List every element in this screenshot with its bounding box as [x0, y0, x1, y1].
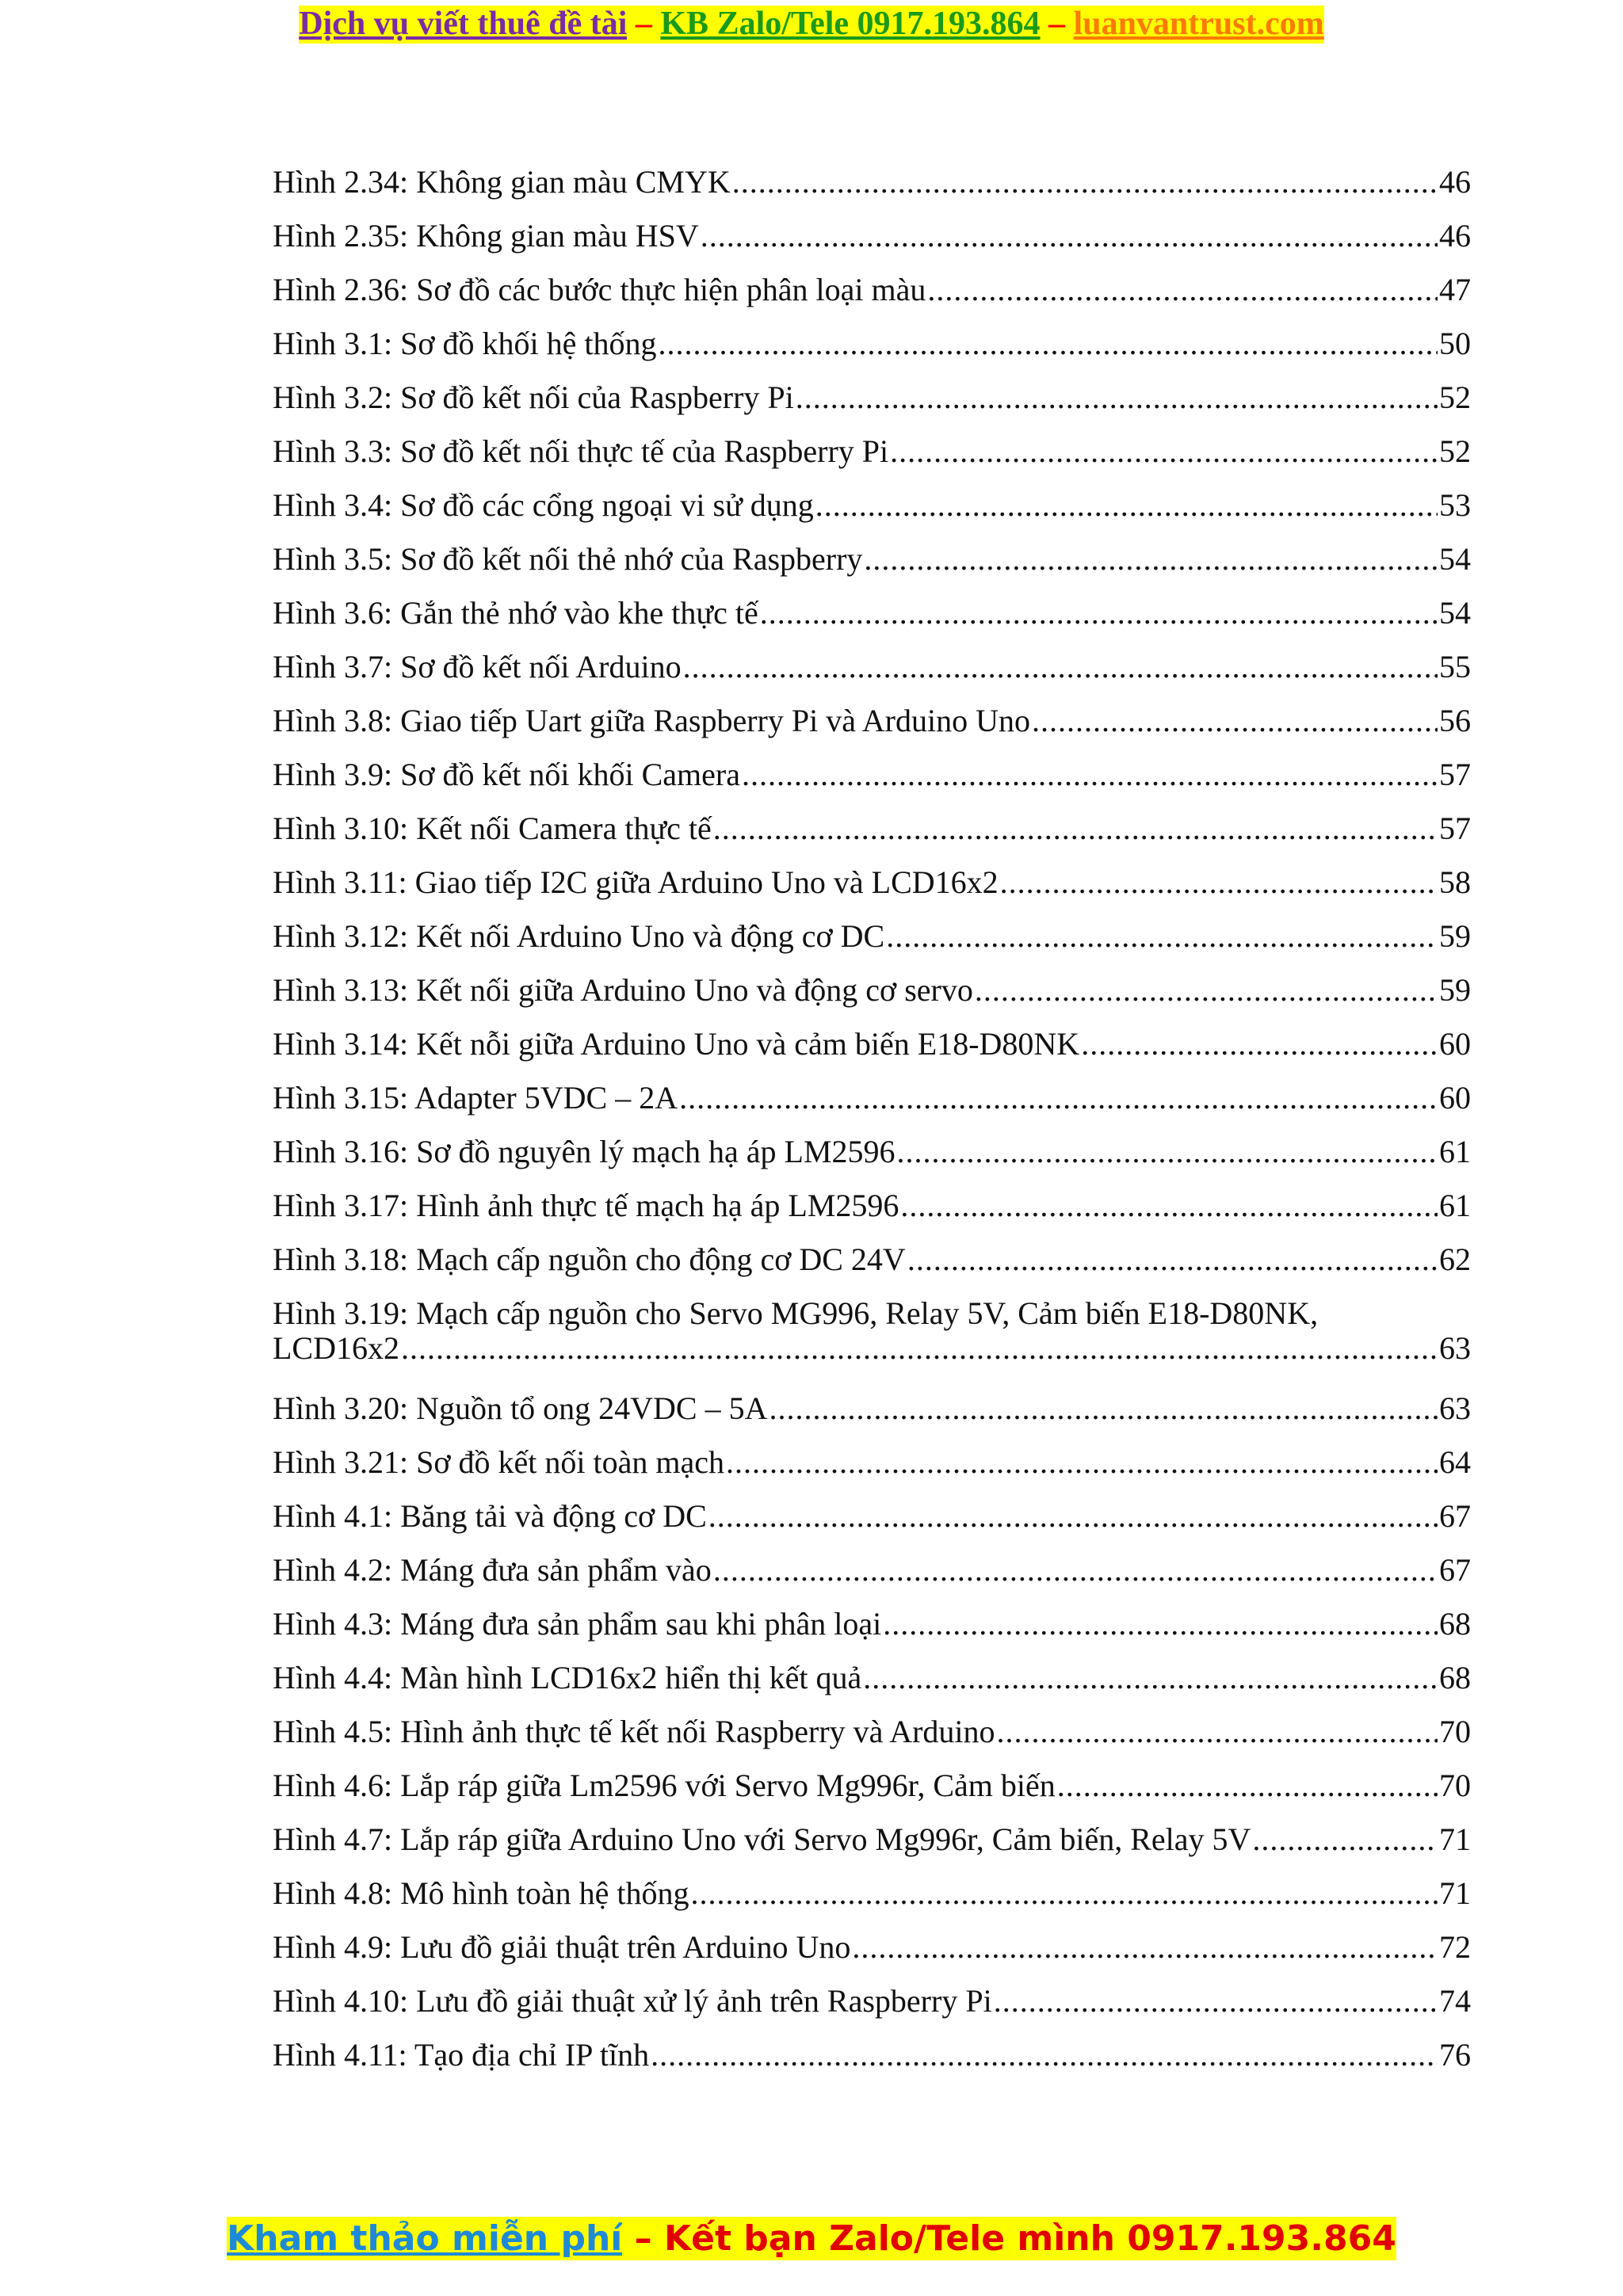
toc-entry-label: Hình 4.5: Hình ảnh thực tế kết nối Raspberry và Arduino	[273, 1714, 995, 1749]
leader-dots	[994, 1974, 1438, 2028]
free-consult-link[interactable]: Kham thảo miễn phí	[227, 2218, 623, 2259]
toc-entry-page: 63	[1439, 1330, 1471, 1366]
toc-entry	[273, 1597, 1471, 1651]
toc-entry-label: Hình 3.7: Sơ đồ kết nối Arduino	[273, 649, 682, 685]
toc-entry	[273, 1071, 1471, 1125]
leader-dots	[679, 1071, 1438, 1125]
toc-entry-page: 53	[1439, 487, 1471, 523]
toc-entry-label: Hình 3.18: Mạch cấp nguồn cho động cơ DC 24V	[273, 1241, 906, 1277]
leader-dots	[742, 748, 1438, 802]
toc-entry-label: Hình 4.10: Lưu đồ giải thuật xử lý ảnh trên Raspberry Pi	[273, 1983, 992, 2019]
leader-dots	[713, 802, 1438, 856]
toc-entry-page: 46	[1439, 164, 1471, 200]
toc-entry-label: Hình 3.9: Sơ đồ kết nối khối Camera	[273, 757, 740, 792]
top-banner	[0, 2, 1623, 46]
toc-entry-page: 76	[1439, 2037, 1471, 2073]
toc-entry	[273, 1867, 1471, 1920]
leader-dots	[1252, 1813, 1438, 1867]
leader-dots	[701, 209, 1438, 263]
toc-entry	[273, 532, 1471, 586]
toc-entry-label: Hình 3.4: Sơ đồ các cổng ngoại vi sử dụng	[273, 487, 814, 523]
toc-entry	[273, 910, 1471, 963]
website-link[interactable]: luanvantrust.com	[1073, 6, 1324, 42]
toc-entry-page: 67	[1439, 1498, 1471, 1534]
toc-entry	[273, 1813, 1471, 1867]
toc-entry-page: 58	[1439, 864, 1471, 900]
service-text: Dịch vụ viết thuê đề tài	[299, 6, 628, 42]
toc-entry-label: Hình 4.3: Máng đưa sản phẩm sau khi phân loại	[273, 1606, 882, 1642]
toc-entry	[273, 586, 1471, 640]
separator: –	[627, 6, 661, 42]
toc-entry	[273, 479, 1471, 532]
leader-dots	[651, 2028, 1438, 2082]
toc-entry	[273, 856, 1471, 910]
separator: –	[1040, 6, 1074, 42]
toc-entry-page: 68	[1439, 1606, 1471, 1642]
toc-entry-page: 72	[1439, 1929, 1471, 1965]
toc-entry-label: Hình 4.11: Tạo địa chỉ IP tĩnh	[273, 2037, 650, 2073]
toc-entry	[273, 1436, 1471, 1489]
toc-entry-page: 61	[1439, 1188, 1471, 1223]
toc-entry-page: 68	[1439, 1660, 1471, 1695]
toc-entry	[273, 640, 1471, 694]
toc-entry	[273, 1759, 1471, 1813]
leader-dots	[760, 586, 1438, 640]
toc-entry-page: 59	[1439, 972, 1471, 1008]
leader-dots	[907, 1233, 1438, 1287]
leader-dots	[683, 640, 1438, 694]
toc-entry-label-cont: LCD16x2	[273, 1330, 399, 1366]
toc-entry-label: Hình 3.5: Sơ đồ kết nối thẻ nhớ của Raspberry	[273, 541, 863, 577]
toc-entry	[273, 1489, 1471, 1543]
toc-entry-page: 60	[1439, 1080, 1471, 1116]
toc-entry-page: 71	[1439, 1821, 1471, 1857]
leader-dots	[691, 1867, 1438, 1920]
toc-entry	[273, 1125, 1471, 1179]
leader-dots	[1081, 1017, 1438, 1071]
leader-dots	[864, 532, 1438, 586]
toc-entry-label: Hình 4.9: Lưu đồ giải thuật trên Arduino Uno	[273, 1929, 851, 1965]
toc-entry	[273, 963, 1471, 1017]
leader-dots	[890, 425, 1438, 479]
leader-dots	[1057, 1759, 1438, 1813]
leader-dots	[659, 317, 1438, 371]
leader-dots	[927, 263, 1438, 317]
toc-entry-page: 52	[1439, 433, 1471, 469]
toc-entry	[273, 1382, 1471, 1436]
toc-entry-label: Hình 3.14: Kết nỗi giữa Arduino Uno và cảm biến E18-D80NK	[273, 1026, 1080, 1062]
leader-dots	[900, 1179, 1438, 1233]
leader-dots	[726, 1436, 1438, 1489]
toc-entry-page: 71	[1439, 1875, 1471, 1911]
toc-entry	[273, 209, 1471, 263]
toc-entry-label: Hình 3.20: Nguồn tổ ong 24VDC – 5A	[273, 1390, 768, 1426]
toc-entry-page: 67	[1439, 1552, 1471, 1588]
toc-entry-label: Hình 3.10: Kết nối Camera thực tế	[273, 810, 712, 846]
toc-entry-label: Hình 4.7: Lắp ráp giữa Arduino Uno với Servo Mg996r, Cảm biến, Relay 5V	[273, 1821, 1251, 1857]
toc-entry-label: Hình 2.34: Không gian màu CMYK	[273, 164, 731, 200]
toc-entry-page: 50	[1439, 326, 1471, 361]
bottom-banner	[0, 2215, 1623, 2263]
toc-entry	[273, 1974, 1471, 2028]
toc-entry	[273, 317, 1471, 371]
toc-entry-page: 63	[1439, 1390, 1471, 1426]
toc-entry-label: Hình 3.1: Sơ đồ khối hệ thống	[273, 326, 657, 361]
toc-entry-label: Hình 4.8: Mô hình toàn hệ thống	[273, 1875, 689, 1911]
toc-entry-page: 70	[1439, 1714, 1471, 1749]
toc-entry-page: 74	[1439, 1983, 1471, 2019]
toc-entry-page: 59	[1439, 918, 1471, 954]
toc-entry-label: Hình 3.16: Sơ đồ nguyên lý mạch hạ áp LM2596	[273, 1134, 896, 1169]
toc-entry	[273, 1287, 1471, 1382]
leader-dots	[708, 1489, 1438, 1543]
toc-entry-continuation	[273, 1328, 1471, 1382]
toc-entry-page: 70	[1439, 1768, 1471, 1803]
leader-dots	[886, 910, 1438, 963]
toc-entry-page: 57	[1439, 757, 1471, 792]
toc-entry-label: Hình 3.2: Sơ đồ kết nối của Raspberry Pi	[273, 379, 794, 415]
toc-entry-label: Hình 4.6: Lắp ráp giữa Lm2596 với Servo Mg996r, Cảm biến	[273, 1768, 1056, 1803]
toc-entry-label: Hình 3.6: Gắn thẻ nhớ vào khe thực tế	[273, 595, 758, 631]
toc-entry-label: Hình 3.8: Giao tiếp Uart giữa Raspberry Pi và Arduino Uno	[273, 703, 1030, 738]
toc-entry-label: Hình 3.13: Kết nối giữa Arduino Uno và động cơ servo	[273, 972, 973, 1008]
toc-entry-label: Hình 4.2: Máng đưa sản phẩm vào	[273, 1552, 712, 1588]
toc-entry-label: Hình 3.11: Giao tiếp I2C giữa Arduino Uno và LCD16x2	[273, 864, 999, 900]
toc-entry	[273, 425, 1471, 479]
toc-entry-label: Hình 3.17: Hình ảnh thực tế mạch hạ áp LM2596	[273, 1188, 899, 1223]
toc-entry-page: 46	[1439, 218, 1471, 254]
leader-dots	[401, 1328, 1438, 1369]
figure-list-group	[273, 1382, 1471, 2082]
toc-entry	[273, 748, 1471, 802]
toc-entry-page: 57	[1439, 810, 1471, 846]
leader-dots	[732, 155, 1438, 209]
leader-dots	[815, 479, 1438, 532]
toc-entry-label: Hình 4.1: Băng tải và động cơ DC	[273, 1498, 707, 1534]
figure-list	[273, 155, 1471, 2082]
leader-dots	[997, 1705, 1438, 1759]
toc-entry-page: 52	[1439, 379, 1471, 415]
toc-entry-label: Hình 2.35: Không gian màu HSV	[273, 218, 699, 254]
toc-entry-page: 54	[1439, 541, 1471, 577]
toc-entry-label: Hình 3.21: Sơ đồ kết nối toàn mạch	[273, 1444, 724, 1480]
toc-entry	[273, 1705, 1471, 1759]
leader-dots	[1032, 694, 1438, 748]
toc-entry-page: 54	[1439, 595, 1471, 631]
leader-dots	[863, 1651, 1438, 1705]
toc-entry-label: Hình 3.3: Sơ đồ kết nối thực tế của Raspberry Pi	[273, 433, 889, 469]
leader-dots	[852, 1920, 1438, 1974]
toc-entry-label: Hình 3.19: Mạch cấp nguồn cho Servo MG996, Relay 5V, Cảm biến E18-D80NK,	[273, 1295, 1319, 1331]
toc-entry-page: 56	[1439, 703, 1471, 738]
toc-entry	[273, 1179, 1471, 1233]
leader-dots	[883, 1597, 1438, 1651]
toc-entry-page: 47	[1439, 272, 1471, 307]
figure-list-group	[273, 155, 1471, 1287]
leader-dots	[713, 1543, 1438, 1597]
contact-text: Kết bạn Zalo/Tele mình 0917.193.864	[664, 2218, 1396, 2259]
leader-dots	[1000, 856, 1438, 910]
toc-entry-label: Hình 3.12: Kết nối Arduino Uno và động cơ DC	[273, 918, 885, 954]
leader-dots	[796, 371, 1438, 425]
toc-entry	[273, 694, 1471, 748]
toc-entry-page: 55	[1439, 649, 1471, 685]
toc-entry	[273, 1920, 1471, 1974]
toc-entry	[273, 1651, 1471, 1705]
toc-entry	[273, 371, 1471, 425]
leader-dots	[769, 1382, 1438, 1436]
toc-entry-label: Hình 4.4: Màn hình LCD16x2 hiển thị kết quả	[273, 1660, 862, 1695]
toc-entry-label: Hình 3.15: Adapter 5VDC – 2A	[273, 1080, 678, 1116]
toc-entry	[273, 263, 1471, 317]
toc-entry	[273, 1017, 1471, 1071]
contact-text: KB Zalo/Tele 0917.193.864	[660, 6, 1041, 42]
separator: –	[622, 2218, 664, 2259]
toc-entry	[273, 155, 1471, 209]
toc-entry-page: 61	[1439, 1134, 1471, 1169]
toc-entry-page: 60	[1439, 1026, 1471, 1062]
toc-entry-label: Hình 2.36: Sơ đồ các bước thực hiện phân loại màu	[273, 272, 926, 307]
toc-entry-page: 62	[1439, 1241, 1471, 1277]
toc-entry	[273, 1233, 1471, 1287]
toc-entry	[273, 1543, 1471, 1597]
toc-entry	[273, 802, 1471, 856]
leader-dots	[897, 1125, 1438, 1179]
leader-dots	[975, 963, 1438, 1017]
toc-entry-page: 64	[1439, 1444, 1471, 1480]
toc-entry	[273, 2028, 1471, 2082]
